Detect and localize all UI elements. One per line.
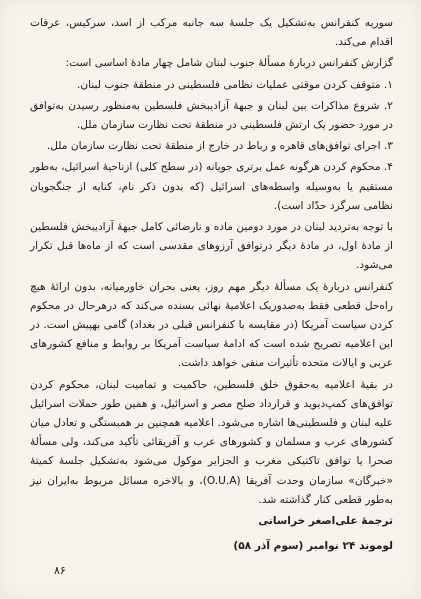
paragraph: در بقیهٔ اعلامیه به‌حقوق خلق فلسطین، حاکمیت و تمامیت لبنان، محکوم کردن توافق‌های کمپ‌دیوید و قرارداد صلح مصر و اسرائیل، و همین طور حملات اسرائیل علیه لبنان و فلسطینی‌ها اشاره می‌شود. اعلامیه همچنین بر همبستگی و تعادل میان کشورهای عرب و مسلمان و کشورهای عرب و آفریقائی تأکید می‌کند، ولی مسألهٔ صحرا یا توافق تاکتیکی مغرب و الجزایر موکول می‌شود به‌تشکیل جلسهٔ کمیتهٔ «خبرگان» سازمان وحدت آفریقا (O.U.A)، و بالاخره مسائل مربوط به‌ایران نیز به‌طور قطعی کنار گذاشته شد.	[30, 378, 393, 506]
source-citation: لوموند ۲۴ نوامبر (سوم آذر ۵۸)	[233, 540, 393, 553]
article-body	[30, 14, 393, 556]
paragraph: با توجه به‌تردید لبنان در مورد دومین ماده و نارضائی کامل جبههٔ آزادیبخش فلسطین از مادهٔ اول، در مادهٔ دیگر درتوافق آرزوهای مقدسی است که از ماه‌ها قبل تکرار می‌شود.	[30, 221, 393, 272]
page-number: ۸۶	[54, 564, 66, 577]
paragraph: سوریه کنفرانس به‌تشکیل یک جلسهٔ سه جانبه مرکب از اسد، سرکیس، عرفات اقدام می‌کند.	[30, 17, 393, 49]
list-item: ۲. شروع مذاکرات بین لبنان و جبههٔ آزادیبخش فلسطین به‌منظور رسیدن به‌توافق در مورد حضور یک ارتش فلسطینی در منطقهٔ تحت نظارت سازمان ملل.	[30, 99, 393, 132]
translator-credit: ترجمهٔ علی‌اصغر خراسانی	[258, 515, 393, 528]
list-item: ۴. محکوم کردن هرگونه عمل برتری جویانه (در سطح کلی) ازناحیهٔ اسرائیل، به‌طور مستقیم یا به‌وسیله واسطه‌های اسرائیل (که بدون ذکر نام، کنایه از جنگجویان نظامی سرگرد حدّاد است).	[30, 161, 393, 212]
paragraph: گزارش کنفرانس دربارهٔ مسألهٔ جنوب لبنان شامل چهار مادهٔ اساسی است:	[65, 57, 393, 70]
paragraph: کنفرانس دربارهٔ یک مسألهٔ دیگر مهم روز، یعنی بحران خاورمیانه، بدون ارائهٔ هیچ راه‌حل قطعی فقط به‌صدوریک اعلامیهٔ نهائی بسنده می‌کند که درهرحال در محکوم کردن سیاست آمریکا (در مقایسه با کنفرانس قبلی در بغداد) گامی بهپیش است. در این اعلامیه تصریح شده است که ادامهٔ سیاست آمریکا بر روابط و منافع کشورهای عربی و ایالات متحده تأثیرات منفی خواهد داشت.	[30, 280, 393, 370]
list-item: ۳. اجرای توافق‌های قاهره و رباط در خارج از منطقهٔ تحت نظارت سازمان ملل.	[46, 140, 393, 153]
list-item: ۱. متوقف کردن موقتی عملیات نظامی فلسطینی در منطقهٔ جنوب لبنان.	[76, 78, 393, 91]
